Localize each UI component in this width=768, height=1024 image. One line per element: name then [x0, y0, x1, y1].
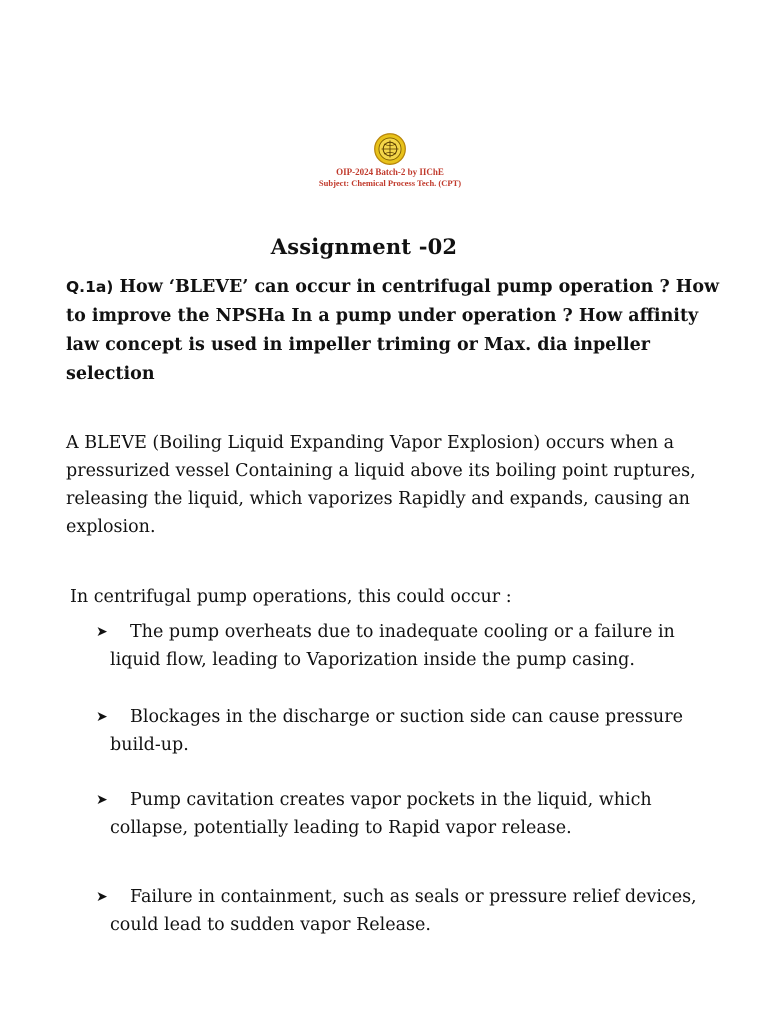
list-item [96, 786, 716, 842]
header-batch-line: OIP-2024 Batch-2 by IIChE [336, 167, 444, 177]
list-item-text: The pump overheats due to inadequate cooling or a failure in liquid flow, leading to Vaporization inside the pump casing. [110, 622, 675, 670]
list-item-text: Pump cavitation creates vapor pockets in the liquid, which collapse, potentially leading to Rapid vapor release. [110, 790, 652, 838]
arrow-bullet-icon: ➤ [96, 624, 108, 640]
arrow-bullet-icon: ➤ [96, 792, 108, 808]
list-item [96, 618, 716, 674]
list-item [96, 703, 716, 759]
arrow-bullet-icon: ➤ [96, 709, 108, 725]
question-number: Q.1a) [66, 278, 114, 296]
list-item [96, 883, 716, 939]
list-item-text: Blockages in the discharge or suction side can cause pressure build-up. [110, 707, 683, 755]
bleve-definition-paragraph: A BLEVE (Boiling Liquid Expanding Vapor Explosion) occurs when a pressurized vessel Containing a liquid above its boiling point ruptures, releasing the liquid, which vaporizes Rapidly and expands, causing an explosion. [66, 433, 696, 537]
list-item-text: Failure in containment, such as seals or pressure relief devices, could lead to sudden vapor Release. [110, 887, 697, 935]
question-block [66, 273, 726, 389]
assignment-title: Assignment -02 [270, 234, 458, 259]
document-header [290, 132, 490, 188]
iiche-logo-icon [373, 132, 407, 166]
arrow-bullet-icon: ➤ [96, 889, 108, 905]
question-text: How ‘BLEVE’ can occur in centrifugal pump operation ? How to improve the NPSHa In a pump under operation ? How affinity law concept is used in impeller triming or Max. dia inpeller selection [66, 277, 720, 384]
header-subject-line: Subject: Chemical Process Tech. (CPT) [318, 178, 462, 188]
intro-line: In centrifugal pump operations, this could occur : [70, 587, 512, 607]
